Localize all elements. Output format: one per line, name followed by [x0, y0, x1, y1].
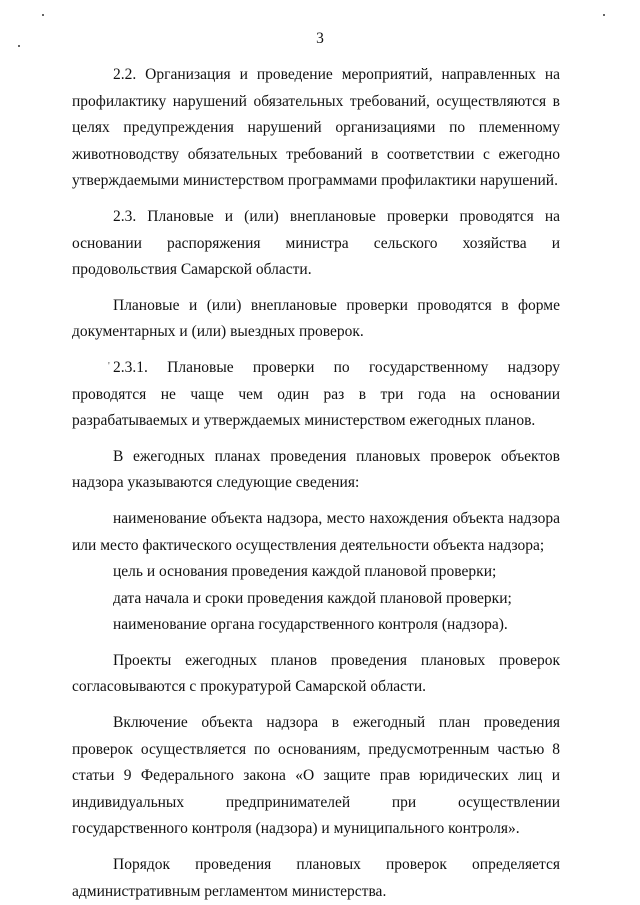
paragraph-procedure: Порядок проведения плановых проверок определяется административным регламентом министерства. — [72, 856, 560, 900]
paragraph-plan-approval: Проекты ежегодных планов проведения плановых проверок согласовываются с прокуратурой Самарской области. — [72, 651, 560, 696]
list-item-authority: наименование органа государственного контроля (надзора). — [113, 616, 508, 634]
list-item-purpose: цель и основания проведения каждой плановой проверки; — [113, 563, 497, 581]
scan-speck — [42, 14, 44, 16]
list-item-object-name: наименование объекта надзора, место нахождения объекта надзора или место фактического осуществления деятельности объекта надзора; — [72, 509, 560, 554]
margin-mark: ' — [108, 360, 110, 372]
paragraph-inclusion-basis: Включение объекта надзора в ежегодный план проведения проверок осуществляется по основаниям, предусмотренным частью 8 статьи 9 Федерального закона «О защите прав юридических лиц и индивидуальных предпринимателей при осуществлении государственного контроля (надзора) и муниципального контроля». — [72, 714, 560, 838]
list-item-start-date: дата начала и сроки проведения каждой плановой проверки; — [113, 589, 512, 607]
paragraph-2-3-1: 2.3.1. Плановые проверки по государственному надзору проводятся не чаще чем один раз в три года на основании разрабатываемых и утверждаемых министерством ежегодных планов. — [72, 358, 560, 430]
scan-speck — [603, 14, 605, 16]
paragraph-plan-contents: В ежегодных планах проведения плановых проверок объектов надзора указываются следующие сведения: — [72, 447, 560, 492]
page-number: 3 — [316, 30, 324, 47]
paragraph-2-3-1-wrapper — [72, 355, 560, 435]
document-body — [72, 62, 560, 905]
paragraph-2-3: 2.3. Плановые и (или) внеплановые проверки проводятся на основании распоряжения министра сельского хозяйства и продовольствия Самарской области. — [72, 207, 560, 279]
paragraph-2-2: 2.2. Организация и проведение мероприятий, направленных на профилактику нарушений обязательных требований, осуществляются в целях предупреждения нарушений организациями по племенному животноводству обязательных требований в соответствии с ежегодно утверждаемыми министерством программами профилактики нарушений. — [72, 66, 560, 190]
paragraph-inspection-form: Плановые и (или) внеплановые проверки проводятся в форме документарных и (или) выездных проверок. — [72, 296, 560, 341]
